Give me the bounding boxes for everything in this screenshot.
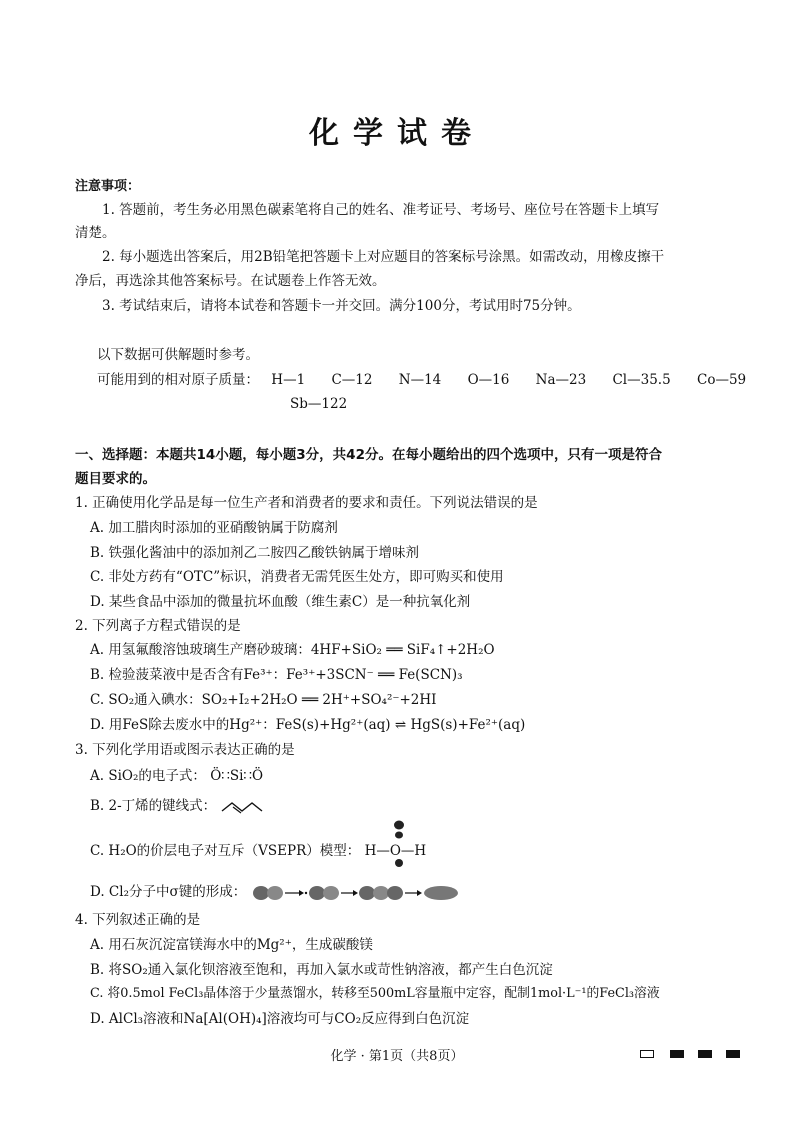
q1-stem: 1. 正确使用化学品是每一位生产者和消费者的要求和责任。下列说法错误的是 bbox=[75, 495, 538, 511]
mass-item: H—1 bbox=[271, 372, 306, 388]
q3-option-b-label: B. 2-丁烯的键线式： bbox=[90, 798, 217, 814]
mass-item-extra: Sb—122 bbox=[290, 396, 348, 412]
marker-hollow-icon bbox=[640, 1050, 654, 1058]
q1-option-b: B. 铁强化酱油中的添加剂乙二胺四乙酸铁钠属于增味剂 bbox=[90, 545, 420, 561]
note-item-1: 1. 答题前，考生务必用黑色碳素笔将自己的姓名、准考证号、考场号、座位号在答题卡上填写 bbox=[102, 202, 660, 218]
water-structure-formula: H—O—H bbox=[364, 843, 427, 859]
q2-option-c: C. SO₂通入碘水：SO₂+I₂+2H₂O ══ 2H⁺+SO₄²⁻+2HI bbox=[90, 692, 437, 708]
mass-item: O—16 bbox=[467, 372, 510, 388]
note-item-2-cont: 净后，再选涂其他答案标号。在试题卷上作答无效。 bbox=[75, 273, 386, 289]
q1-option-a: A. 加工腊肉时添加的亚硝酸钠属于防腐剂 bbox=[90, 520, 338, 536]
q2-option-b: B. 检验菠菜液中是否含有Fe³⁺：Fe³⁺+3SCN⁻ ══ Fe(SCN)₃ bbox=[90, 667, 463, 683]
q3-option-d-label: D. Cl₂分子中σ键的形成： bbox=[90, 884, 247, 900]
q4-option-b: B. 将SO₂通入氯化钡溶液至饱和，再加入氯水或苛性钠溶液，都产生白色沉淀 bbox=[90, 962, 553, 978]
mass-item: C—12 bbox=[331, 372, 373, 388]
vsepr-model bbox=[365, 842, 427, 860]
lone-pair-top-icon bbox=[393, 820, 405, 840]
q3-option-a-label: A. SiO₂的电子式： bbox=[90, 768, 206, 784]
q3-option-b bbox=[90, 797, 264, 815]
page-footer: 化学 · 第1页（共8页） bbox=[330, 1049, 464, 1064]
q4-stem: 4. 下列叙述正确的是 bbox=[75, 912, 201, 928]
q3-stem: 3. 下列化学用语或图示表达正确的是 bbox=[75, 742, 295, 758]
marker-solid-icon bbox=[670, 1050, 684, 1058]
note-item-3: 3. 考试结束后，请将本试卷和答题卡一并交回。满分100分，考试用时75分钟。 bbox=[102, 298, 581, 314]
q1-option-c: C. 非处方药有“OTC”标识，消费者无需凭医生处方，即可购买和使用 bbox=[90, 569, 504, 585]
q4-option-a: A. 用石灰沉淀富镁海水中的Mg²⁺，生成碳酸镁 bbox=[90, 937, 373, 953]
marker-solid-icon bbox=[726, 1050, 740, 1058]
atomic-masses bbox=[97, 371, 768, 389]
q2-option-a: A. 用氢氟酸溶蚀玻璃生产磨砂玻璃：4HF+SiO₂ ══ SiF₄↑+2H₂O bbox=[90, 642, 495, 658]
mass-item: Na—23 bbox=[535, 372, 587, 388]
mass-item: N—14 bbox=[398, 372, 442, 388]
q3-option-c bbox=[90, 842, 426, 860]
mass-item: Co—59 bbox=[696, 372, 747, 388]
q4-option-d: D. AlCl₃溶液和Na[Al(OH)₄]溶液均可与CO₂反应得到白色沉淀 bbox=[90, 1011, 470, 1027]
section-heading-cont: 题目要求的。 bbox=[75, 471, 156, 487]
marker-solid-icon bbox=[698, 1050, 712, 1058]
q3-option-d bbox=[90, 883, 461, 902]
sio2-electron-formula: Ö∷Si∷Ö bbox=[210, 768, 264, 784]
section-heading: 一、选择题：本题共14小题，每小题3分，共42分。在每小题给出的四个选项中，只有一项是符合 bbox=[75, 447, 662, 463]
q2-option-d: D. 用FeS除去废水中的Hg²⁺：FeS(s)+Hg²⁺(aq) ⇌ HgS(s)+Fe²⁺(aq) bbox=[90, 717, 526, 733]
butene-skeletal-icon bbox=[220, 800, 264, 814]
q4-option-c: C. 将0.5mol FeCl₃晶体溶于少量蒸馏水，转移至500mL容量瓶中定容，配制1mol·L⁻¹的FeCl₃溶液 bbox=[90, 986, 660, 1001]
q3-option-c-label: C. H₂O的价层电子对互斥（VSEPR）模型： bbox=[90, 843, 361, 859]
q1-option-d: D. 某些食品中添加的微量抗坏血酸（维生素C）是一种抗氧化剂 bbox=[90, 594, 471, 610]
masses-label: 可能用到的相对原子质量： bbox=[97, 372, 259, 388]
note-item-1-cont: 清楚。 bbox=[75, 225, 116, 241]
notes-heading: 注意事项： bbox=[75, 179, 141, 194]
sigma-bond-formation-icon bbox=[251, 884, 461, 902]
q2-stem: 2. 下列离子方程式错误的是 bbox=[75, 618, 241, 634]
mass-item: Cl—35.5 bbox=[612, 372, 671, 388]
note-item-2: 2. 每小题选出答案后，用2B铅笔把答题卡上对应题目的答案标号涂黑。如需改动，用橡皮擦干 bbox=[102, 249, 665, 265]
data-intro: 以下数据可供解题时参考。 bbox=[97, 347, 259, 363]
lone-pair-bottom-icon bbox=[393, 858, 405, 868]
page-title: 化学试卷 bbox=[309, 116, 485, 151]
q3-option-a bbox=[90, 767, 263, 785]
